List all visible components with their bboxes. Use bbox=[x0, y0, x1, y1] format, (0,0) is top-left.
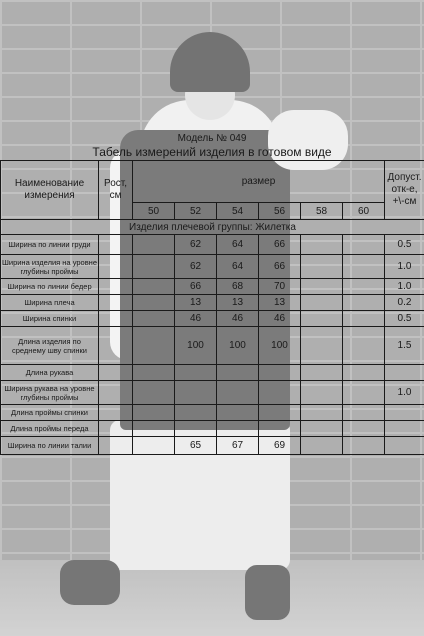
size-value bbox=[133, 279, 175, 295]
tolerance-value: 0.2 bbox=[385, 295, 424, 311]
size-value bbox=[259, 365, 301, 381]
size-value bbox=[301, 405, 343, 421]
tolerance-value: 1.0 bbox=[385, 381, 424, 405]
size-value bbox=[301, 381, 343, 405]
size-label: 50 bbox=[133, 203, 175, 220]
size-value bbox=[259, 421, 301, 437]
measurement-row bbox=[1, 235, 424, 255]
size-value bbox=[343, 295, 385, 311]
measurement-name: Ширина по линии бедер bbox=[1, 279, 99, 295]
tolerance-value: 1.5 bbox=[385, 327, 424, 365]
measurement-name: Ширина по линии талии bbox=[1, 437, 99, 455]
size-value: 66 bbox=[259, 255, 301, 279]
size-value bbox=[343, 311, 385, 327]
tolerance-value bbox=[385, 365, 424, 381]
height-cell bbox=[99, 255, 133, 279]
measurement-name: Ширина плеча bbox=[1, 295, 99, 311]
measurement-row bbox=[1, 381, 424, 405]
tolerance-value: 1.0 bbox=[385, 279, 424, 295]
height-cell bbox=[99, 421, 133, 437]
size-value: 67 bbox=[217, 437, 259, 455]
header-height: Рост, см bbox=[99, 161, 133, 220]
measurement-row bbox=[1, 437, 424, 455]
size-value bbox=[217, 421, 259, 437]
size-value: 65 bbox=[175, 437, 217, 455]
size-label: 52 bbox=[175, 203, 217, 220]
size-value bbox=[301, 437, 343, 455]
size-value bbox=[343, 365, 385, 381]
size-value bbox=[343, 421, 385, 437]
size-value bbox=[301, 235, 343, 255]
size-value: 46 bbox=[259, 311, 301, 327]
size-value bbox=[343, 255, 385, 279]
size-value bbox=[217, 365, 259, 381]
measurement-name: Ширина спинки bbox=[1, 311, 99, 327]
product-group-label: Изделия плечевой группы: Жилетка bbox=[1, 220, 424, 235]
measurement-name: Ширина рукава на уровне глубины проймы bbox=[1, 381, 99, 405]
measurement-row bbox=[1, 311, 424, 327]
size-value bbox=[301, 255, 343, 279]
measurement-name: Ширина изделия на уровне глубины проймы bbox=[1, 255, 99, 279]
size-value: 62 bbox=[175, 255, 217, 279]
size-value bbox=[301, 295, 343, 311]
size-value bbox=[133, 255, 175, 279]
size-value: 62 bbox=[175, 235, 217, 255]
size-value bbox=[343, 279, 385, 295]
size-value bbox=[217, 405, 259, 421]
size-value bbox=[217, 381, 259, 405]
size-value: 68 bbox=[217, 279, 259, 295]
size-value bbox=[133, 405, 175, 421]
size-value bbox=[301, 421, 343, 437]
size-value bbox=[343, 405, 385, 421]
size-value bbox=[175, 381, 217, 405]
tolerance-value bbox=[385, 405, 424, 421]
size-value bbox=[259, 381, 301, 405]
height-cell bbox=[99, 365, 133, 381]
size-value: 13 bbox=[175, 295, 217, 311]
model-number: Модель № 049 bbox=[177, 133, 247, 144]
size-value: 100 bbox=[175, 327, 217, 365]
measurement-row bbox=[1, 421, 424, 437]
measurement-table bbox=[0, 160, 424, 455]
height-cell bbox=[99, 405, 133, 421]
height-cell bbox=[99, 437, 133, 455]
size-value: 100 bbox=[217, 327, 259, 365]
size-value: 46 bbox=[217, 311, 259, 327]
height-cell bbox=[99, 327, 133, 365]
size-value bbox=[301, 327, 343, 365]
measurement-row bbox=[1, 327, 424, 365]
size-value bbox=[343, 235, 385, 255]
size-value bbox=[343, 327, 385, 365]
size-value bbox=[343, 381, 385, 405]
size-value bbox=[343, 437, 385, 455]
measurement-row bbox=[1, 279, 424, 295]
size-value: 66 bbox=[175, 279, 217, 295]
size-value bbox=[133, 235, 175, 255]
tolerance-value: 1.0 bbox=[385, 255, 424, 279]
size-value: 66 bbox=[259, 235, 301, 255]
size-value: 46 bbox=[175, 311, 217, 327]
size-label: 54 bbox=[217, 203, 259, 220]
size-value bbox=[175, 405, 217, 421]
measurement-row bbox=[1, 255, 424, 279]
size-value bbox=[301, 365, 343, 381]
header-tolerance: Допуст. отк-е, +\-см bbox=[385, 161, 424, 220]
measurement-name: Ширина по линии груди bbox=[1, 235, 99, 255]
measurement-row bbox=[1, 405, 424, 421]
size-value: 100 bbox=[259, 327, 301, 365]
tolerance-value bbox=[385, 437, 424, 455]
height-cell bbox=[99, 295, 133, 311]
size-label: 56 bbox=[259, 203, 301, 220]
height-cell bbox=[99, 235, 133, 255]
size-value bbox=[175, 365, 217, 381]
size-value bbox=[133, 365, 175, 381]
header-size: размер bbox=[133, 161, 385, 203]
measurement-name: Длина изделия по среднему шву спинки bbox=[1, 327, 99, 365]
size-value bbox=[133, 421, 175, 437]
size-value bbox=[133, 381, 175, 405]
size-label: 58 bbox=[301, 203, 343, 220]
size-value bbox=[301, 279, 343, 295]
document-title: Табель измерений изделия в готовом виде bbox=[92, 145, 332, 159]
tolerance-value: 0.5 bbox=[385, 235, 424, 255]
size-value: 13 bbox=[259, 295, 301, 311]
measurement-name: Длина проймы спинки bbox=[1, 405, 99, 421]
size-value bbox=[133, 311, 175, 327]
measurement-row bbox=[1, 295, 424, 311]
tolerance-value: 0.5 bbox=[385, 311, 424, 327]
height-cell bbox=[99, 279, 133, 295]
size-value: 64 bbox=[217, 255, 259, 279]
size-value bbox=[259, 405, 301, 421]
height-cell bbox=[99, 381, 133, 405]
size-value bbox=[301, 311, 343, 327]
measurement-row bbox=[1, 365, 424, 381]
header-measurement-name: Наименование измерения bbox=[1, 161, 99, 220]
measurement-name: Длина рукава bbox=[1, 365, 99, 381]
size-value bbox=[133, 295, 175, 311]
size-value: 13 bbox=[217, 295, 259, 311]
size-value: 64 bbox=[217, 235, 259, 255]
tolerance-value bbox=[385, 421, 424, 437]
size-value bbox=[175, 421, 217, 437]
height-cell bbox=[99, 311, 133, 327]
size-value bbox=[133, 327, 175, 365]
size-value bbox=[133, 437, 175, 455]
measurement-name: Длина проймы переда bbox=[1, 421, 99, 437]
size-label: 60 bbox=[343, 203, 385, 220]
size-value: 70 bbox=[259, 279, 301, 295]
size-value: 69 bbox=[259, 437, 301, 455]
